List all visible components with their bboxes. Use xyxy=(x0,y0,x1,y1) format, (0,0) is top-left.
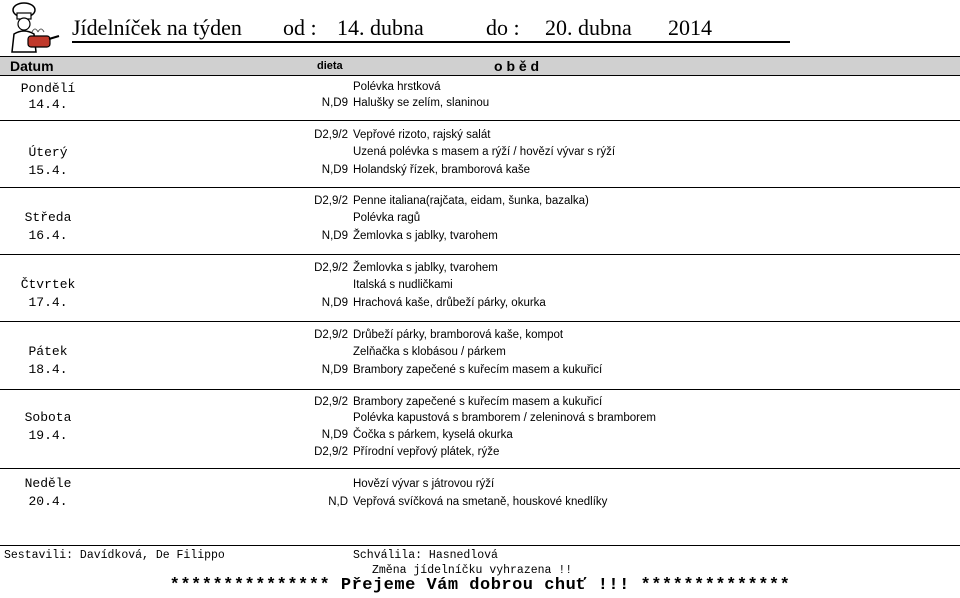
title-od-date: 14. dubna xyxy=(337,15,424,40)
footer-schvalila: Schválila: Hasnedlová xyxy=(353,549,498,562)
footer-sestavili: Sestavili: Davídková, De Filippo xyxy=(4,549,225,562)
table-header xyxy=(0,56,960,76)
dish-name: Polévka ragů xyxy=(353,212,421,224)
header-datum: Datum xyxy=(10,58,54,74)
diet-code: D2,9/2 xyxy=(314,129,348,141)
day-date: 18.4. xyxy=(28,362,68,377)
diet-code: N,D9 xyxy=(321,97,348,109)
day-block xyxy=(0,188,960,255)
day-name: Sobota xyxy=(24,410,72,425)
day-date: 20.4. xyxy=(28,494,68,509)
day-name: Pondělí xyxy=(20,81,76,96)
diet-code: N,D xyxy=(328,496,348,508)
chef-logo-icon xyxy=(2,2,62,54)
dish-name: Drůbeží párky, bramborová kaše, kompot xyxy=(353,329,564,341)
dish-name: Čočka s párkem, kyselá okurka xyxy=(353,429,513,441)
diet-code: N,D9 xyxy=(321,230,348,242)
footer-wish: *************** Přejeme Vám dobrou chuť !!! ************** xyxy=(169,576,791,595)
day-block xyxy=(0,255,960,322)
header-dieta: dieta xyxy=(317,60,343,72)
dish-name: Italská s nudličkami xyxy=(353,279,453,291)
diet-code: D2,9/2 xyxy=(314,262,348,274)
day-block xyxy=(0,469,960,546)
diet-code: N,D9 xyxy=(321,297,348,309)
dish-name: Brambory zapečené s kuřecím masem a kukuřicí xyxy=(353,364,603,376)
diet-code: N,D9 xyxy=(321,364,348,376)
dish-name: Vepřová svíčková na smetaně, houskové knedlíky xyxy=(353,496,608,508)
dish-name: Halušky se zelím, slaninou xyxy=(353,97,490,109)
diet-code: D2,9/2 xyxy=(314,329,348,341)
day-name: Pátek xyxy=(28,344,68,359)
day-block xyxy=(0,322,960,390)
day-date: 17.4. xyxy=(28,295,68,310)
day-date: 16.4. xyxy=(28,228,68,243)
dish-name: Žemlovka s jablky, tvarohem xyxy=(353,262,498,274)
day-date: 15.4. xyxy=(28,163,68,178)
dish-name: Polévka kapustová s bramborem / zeleninová s bramborem xyxy=(353,412,656,424)
day-block xyxy=(0,121,960,188)
dish-name: Brambory zapečené s kuřecím masem a kukuřicí xyxy=(353,396,603,408)
day-name: Středa xyxy=(24,210,72,225)
diet-code: D2,9/2 xyxy=(314,396,348,408)
dish-name: Přírodní vepřový plátek, rýže xyxy=(353,446,500,458)
title-prefix: Jídelníček na týden xyxy=(72,15,242,40)
title-do-date: 20. dubna xyxy=(545,15,632,40)
footer-zmena: Změna jídelníčku vyhrazena !! xyxy=(372,564,573,577)
day-name: Čtvrtek xyxy=(20,277,76,292)
day-name: Neděle xyxy=(24,476,72,491)
diet-code: D2,9/2 xyxy=(314,195,348,207)
day-name: Úterý xyxy=(28,145,68,160)
dish-name: Žemlovka s jablky, tvarohem xyxy=(353,230,498,242)
dish-name: Holandský řízek, bramborová kaše xyxy=(353,164,531,176)
day-date: 14.4. xyxy=(28,97,68,112)
dish-name: Vepřové rizoto, rajský salát xyxy=(353,129,491,141)
day-block xyxy=(0,390,960,469)
dish-name: Penne italiana(rajčata, eidam, šunka, bazalka) xyxy=(353,195,589,207)
title-do-label: do : xyxy=(486,15,520,40)
dish-name: Polévka hrstková xyxy=(353,81,441,93)
diet-code: N,D9 xyxy=(321,429,348,441)
dish-name: Zelňačka s klobásou / párkem xyxy=(353,346,506,358)
diet-code: D2,9/2 xyxy=(314,446,348,458)
title-year: 2014 xyxy=(668,15,712,40)
dish-name: Hovězí vývar s játrovou rýží xyxy=(353,478,495,490)
menu-title xyxy=(72,15,790,43)
day-block xyxy=(0,74,960,121)
dish-name: Uzená polévka s masem a rýží / hovězí vývar s rýží xyxy=(353,146,616,158)
day-date: 19.4. xyxy=(28,428,68,443)
diet-code: N,D9 xyxy=(321,164,348,176)
dish-name: Hrachová kaše, drůbeží párky, okurka xyxy=(353,297,546,309)
title-od-label: od : xyxy=(283,15,317,40)
header-obed: o b ě d xyxy=(494,58,540,74)
